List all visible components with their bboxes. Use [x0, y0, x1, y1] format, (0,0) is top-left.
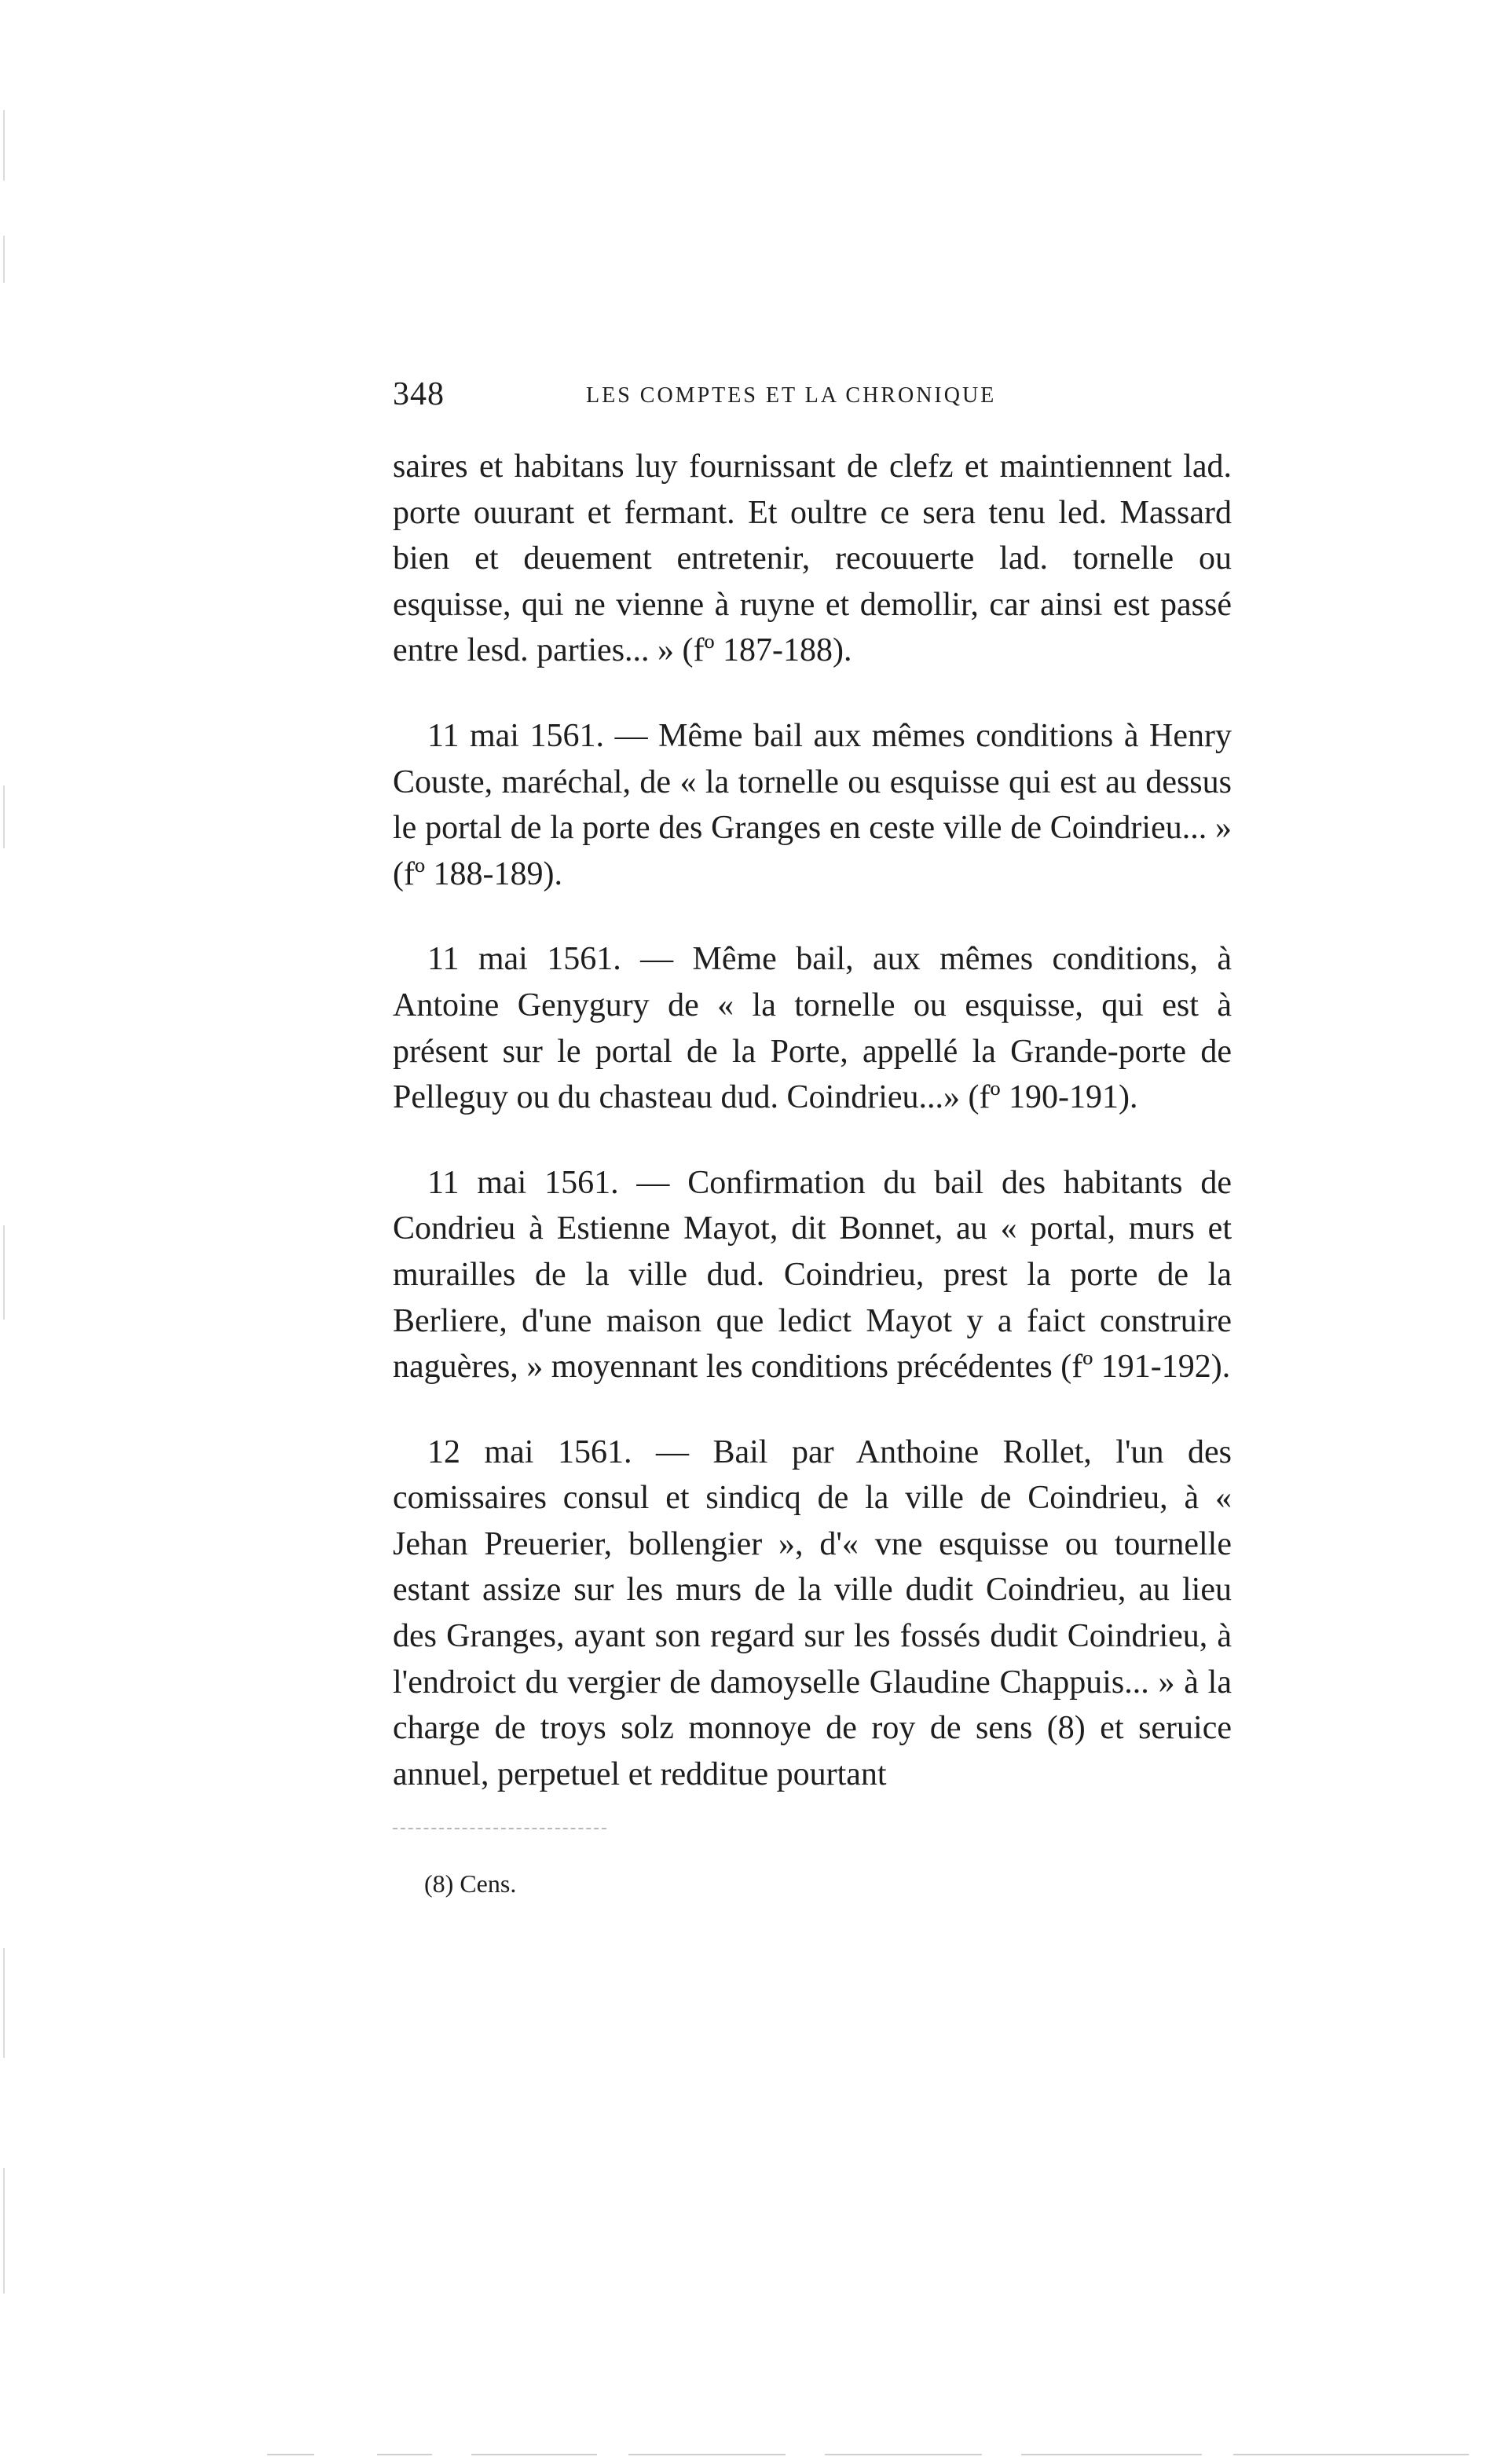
left-margin-mark — [3, 1948, 5, 2058]
running-title: LES COMPTES ET LA CHRONIQUE — [586, 383, 997, 408]
left-margin-mark — [3, 785, 5, 848]
page-bottom-edge — [0, 2454, 1487, 2457]
edge-line — [825, 2454, 982, 2455]
left-margin-mark — [3, 110, 5, 181]
left-margin-mark — [3, 2168, 5, 2294]
footnote: (8) Cens. — [424, 1869, 517, 1898]
edge-line — [377, 2454, 432, 2455]
paragraph-entry: 12 mai 1561. — Bail par Anthoine Rollet, l'un des comissaires consul et sindicq de la ville de Coindrieu, à « Jehan Preuerier, bollengier », d'« vne esquisse ou tournelle estant assize sur les murs de la ville dudit Coindrieu, au lieu des Granges, ayant son regard sur les fossés dudit Coindrieu, à l'endroict du vergier de damoyselle Glaudine Chappuis... » à la charge de troys solz monnoye de roy de sens (8) et seruice annuel, perpetuel et redditue pourtant — [393, 1433, 1232, 1792]
footnote-rule — [393, 1828, 606, 1829]
edge-line — [1233, 2454, 1469, 2455]
paragraph-continuation: saires et habitans luy fournissant de clefz et maintiennent lad. porte ouurant et fermant. Et oultre ce sera tenu led. Massard bien et deuement entretenir, recouuerte lad. tornelle ou esquisse, qui ne vienne à ruyne et demollir, car ainsi est passé entre lesd. parties... » (fº 187-188). — [393, 448, 1232, 669]
paragraph-entry: 11 mai 1561. — Même bail, aux mêmes conditions, à Antoine Genygury de « la tornelle ou esquisse, qui est à présent sur le portal de la Porte, appellé la Grande-porte de Pelleguy ou du chasteau dud. Coindrieu...» (fº 190-191). — [393, 941, 1232, 1116]
page-number: 348 — [393, 376, 445, 412]
edge-line — [471, 2454, 597, 2455]
edge-line — [1021, 2454, 1202, 2455]
edge-line — [628, 2454, 786, 2455]
left-margin-mark — [3, 236, 5, 283]
paragraph-entry: 11 mai 1561. — Confirmation du bail des habitants de Condrieu à Estienne Mayot, dit Bonnet, au « portal, murs et murailles de la ville dud. Coindrieu, prest la porte de la Berliere, d'une maison que ledict Mayot y a faict construire naguères, » moyennant les conditions précédentes (fº 191-192). — [393, 1164, 1232, 1386]
body-text — [393, 444, 1232, 1797]
paragraph-entry: 11 mai 1561. — Même bail aux mêmes conditions à Henry Couste, maréchal, de « la tornelle ou esquisse qui est au dessus le portal de la porte des Granges en ceste ville de Coindrieu... » (fº 188-189). — [393, 717, 1232, 892]
left-margin-mark — [3, 1225, 5, 1320]
running-head — [393, 375, 1233, 423]
edge-line — [267, 2454, 314, 2455]
